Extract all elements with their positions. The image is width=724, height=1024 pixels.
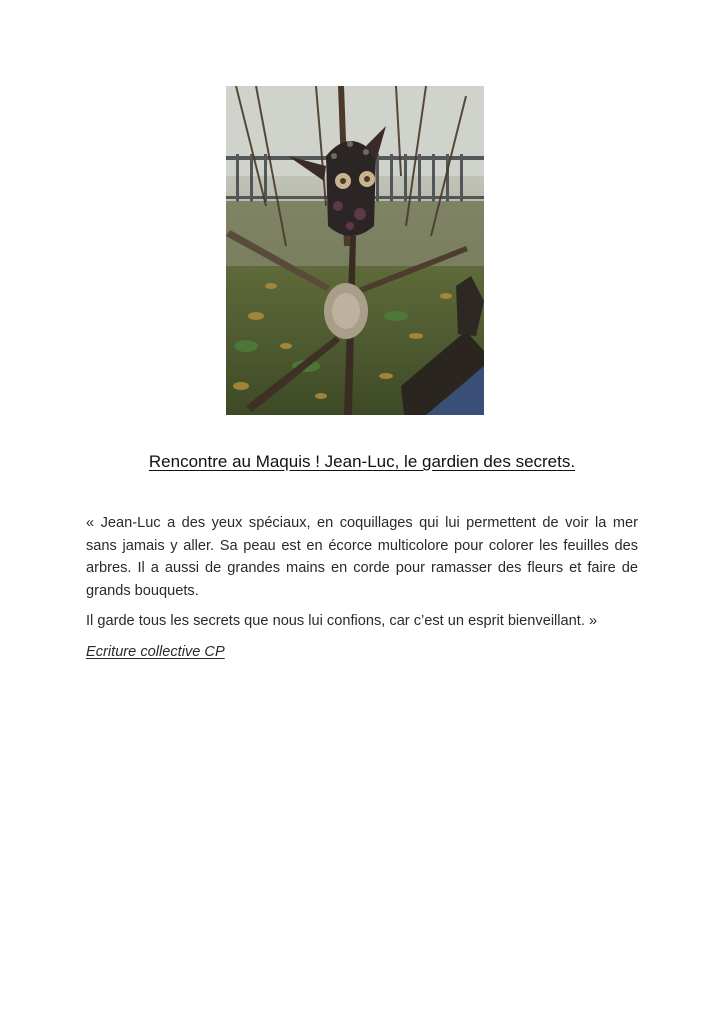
tree-spirit-photo — [226, 86, 484, 415]
article-body — [86, 512, 638, 671]
photo-illustration — [226, 86, 484, 415]
article-title: Rencontre au Maquis ! Jean-Luc, le gardien des secrets. — [148, 452, 576, 471]
article-credit-line — [86, 641, 638, 664]
article-paragraph-1: « Jean-Luc a des yeux spéciaux, en coquillages qui lui permettent de voir la mer sans jamais y aller. Sa peau est en écorce multicolore pour colorer les feuilles des arbres. Il a aussi de grandes mains en corde pour ramasser des fleurs et faire de grands bouquets. — [86, 515, 638, 599]
article-paragraph-2: Il garde tous les secrets que nous lui confions, car c’est un esprit bienveillant. » — [86, 613, 598, 629]
article-credit: Ecriture collective CP — [86, 643, 225, 660]
